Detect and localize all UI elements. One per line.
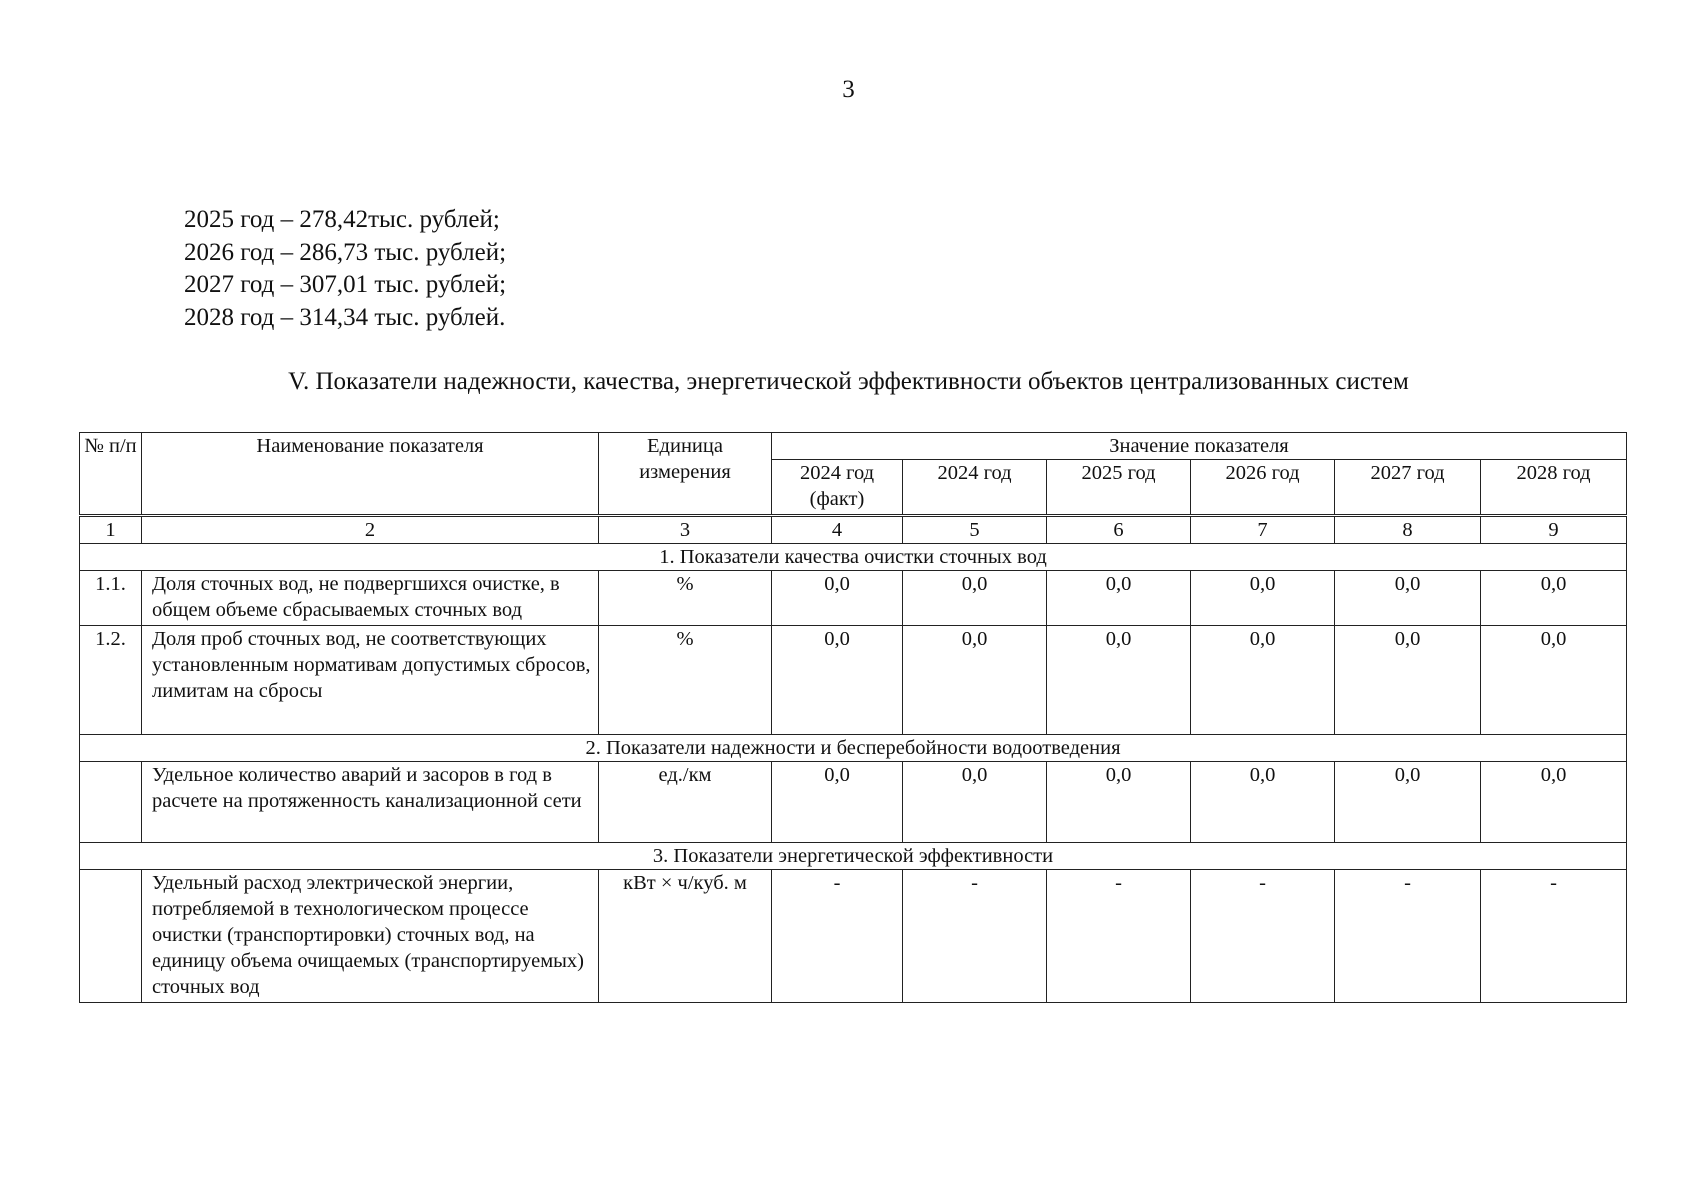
column-number: 2 bbox=[142, 516, 599, 544]
header-year: 2027 год bbox=[1335, 460, 1481, 516]
header-year: 2026 год bbox=[1191, 460, 1335, 516]
header-row bbox=[80, 433, 1627, 460]
row-value: 0,0 bbox=[1481, 626, 1627, 735]
row-value: 0,0 bbox=[1191, 571, 1335, 626]
table-row bbox=[80, 571, 1627, 626]
section-row bbox=[80, 843, 1627, 870]
budget-line-2025: 2025 год – 278,42тыс. рублей; bbox=[184, 206, 500, 233]
row-unit: % bbox=[599, 626, 772, 735]
row-value: - bbox=[1481, 870, 1627, 1003]
row-value: 0,0 bbox=[903, 626, 1047, 735]
row-value: 0,0 bbox=[1047, 762, 1191, 843]
row-value: 0,0 bbox=[772, 762, 903, 843]
row-unit: % bbox=[599, 571, 772, 626]
page-number: 3 bbox=[842, 76, 855, 103]
row-value: 0,0 bbox=[1335, 626, 1481, 735]
row-unit: ед./км bbox=[599, 762, 772, 843]
row-name: Удельное количество аварий и засоров в год в расчете на протяженность канализационной сети bbox=[142, 762, 599, 843]
header-year: 2028 год bbox=[1481, 460, 1627, 516]
row-value: - bbox=[1191, 870, 1335, 1003]
row-value: 0,0 bbox=[1335, 571, 1481, 626]
header-year: 2024 год bbox=[903, 460, 1047, 516]
row-value: 0,0 bbox=[772, 571, 903, 626]
column-number: 8 bbox=[1335, 516, 1481, 544]
section-heading: V. Показатели надежности, качества, энергетической эффективности объектов централизованных систем bbox=[288, 368, 1409, 395]
header-unit: Единица измерения bbox=[599, 433, 772, 516]
row-value: 0,0 bbox=[1335, 762, 1481, 843]
column-number: 5 bbox=[903, 516, 1047, 544]
row-name: Удельный расход электрической энергии, потребляемой в технологическом процессе очистки (транспортировки) сточных вод, на единицу объема очищаемых (транспортируемых) сточных вод bbox=[142, 870, 599, 1003]
column-number: 6 bbox=[1047, 516, 1191, 544]
column-number: 3 bbox=[599, 516, 772, 544]
row-unit: кВт × ч/куб. м bbox=[599, 870, 772, 1003]
row-num bbox=[80, 762, 142, 843]
table-row bbox=[80, 762, 1627, 843]
indicators-table bbox=[79, 432, 1627, 1003]
budget-lines bbox=[184, 204, 506, 334]
row-num: 1.1. bbox=[80, 571, 142, 626]
header-name: Наименование показателя bbox=[142, 433, 599, 516]
row-name: Доля сточных вод, не подвергшихся очистке, в общем объеме сбрасываемых сточных вод bbox=[142, 571, 599, 626]
section-title: 2. Показатели надежности и бесперебойности водоотведения bbox=[80, 735, 1627, 762]
column-number: 7 bbox=[1191, 516, 1335, 544]
column-numbers-row bbox=[80, 516, 1627, 544]
header-num: № п/п bbox=[80, 433, 142, 516]
row-value: 0,0 bbox=[1481, 762, 1627, 843]
row-value: 0,0 bbox=[1047, 626, 1191, 735]
row-value: 0,0 bbox=[1191, 626, 1335, 735]
column-number: 1 bbox=[80, 516, 142, 544]
budget-line-2026: 2026 год – 286,73 тыс. рублей; bbox=[184, 238, 507, 266]
table-row bbox=[80, 626, 1627, 735]
column-number: 9 bbox=[1481, 516, 1627, 544]
header-year: 2025 год bbox=[1047, 460, 1191, 516]
row-value: - bbox=[1335, 870, 1481, 1003]
row-value: - bbox=[1047, 870, 1191, 1003]
row-value: - bbox=[903, 870, 1047, 1003]
row-num: 1.2. bbox=[80, 626, 142, 735]
table-row bbox=[80, 870, 1627, 1003]
header-value-group: Значение показателя bbox=[772, 433, 1627, 460]
header-year: 2024 год (факт) bbox=[772, 460, 903, 516]
section-row bbox=[80, 544, 1627, 571]
row-value: 0,0 bbox=[903, 762, 1047, 843]
section-row bbox=[80, 735, 1627, 762]
section-title: 3. Показатели энергетической эффективности bbox=[80, 843, 1627, 870]
row-value: - bbox=[772, 870, 903, 1003]
row-value: 0,0 bbox=[903, 571, 1047, 626]
column-number: 4 bbox=[772, 516, 903, 544]
budget-line-2027: 2027 год – 307,01 тыс. рублей; bbox=[184, 271, 507, 298]
budget-line-2028: 2028 год – 314,34 тыс. рублей. bbox=[184, 303, 506, 331]
row-name: Доля проб сточных вод, не соответствующих установленным нормативам допустимых сбросов, лимитам на сбросы bbox=[142, 626, 599, 735]
row-value: 0,0 bbox=[1191, 762, 1335, 843]
section-title: 1. Показатели качества очистки сточных вод bbox=[80, 544, 1627, 571]
row-num bbox=[80, 870, 142, 1003]
row-value: 0,0 bbox=[772, 626, 903, 735]
row-value: 0,0 bbox=[1047, 571, 1191, 626]
row-value: 0,0 bbox=[1481, 571, 1627, 626]
